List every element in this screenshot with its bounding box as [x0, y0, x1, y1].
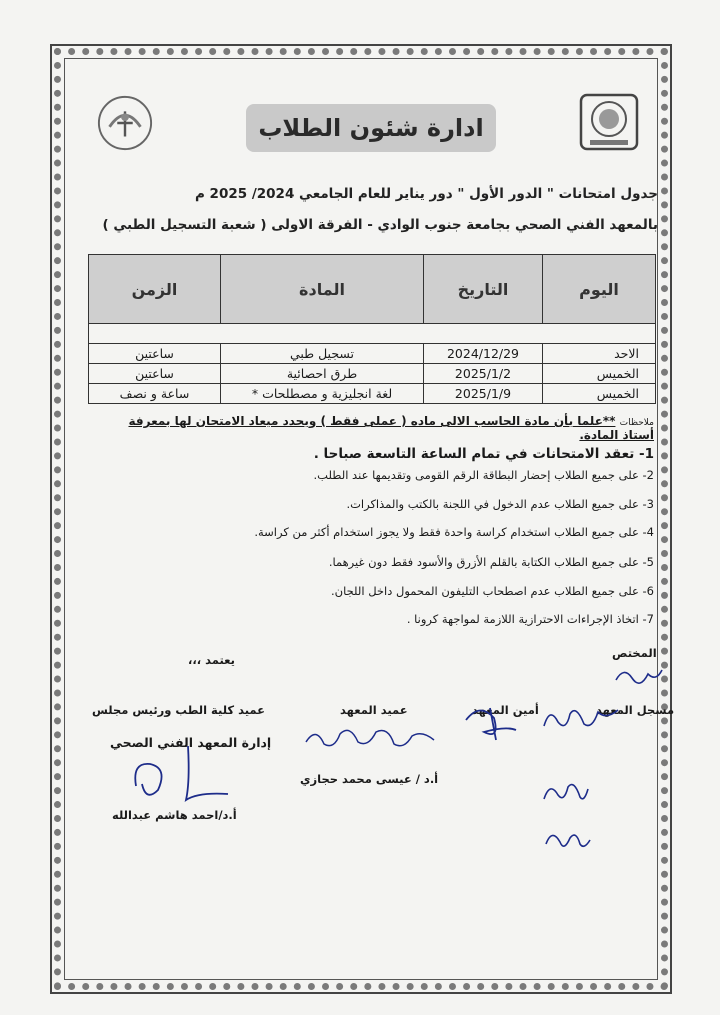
rule-item: 7- اتخاذ الإجراءات الاحترازية اللازمة لمواجهة كرونا .	[406, 612, 654, 626]
dean-medicine-label-line2: إدارة المعهد الفني الصحي	[110, 735, 272, 750]
approved-label: يعتمد ،،،	[188, 653, 235, 667]
column-header-subject: المادة	[221, 255, 424, 324]
table-row	[89, 344, 656, 364]
header-banner	[96, 84, 658, 172]
schedule-subheading: بالمعهد الفني الصحي بجامعة جنوب الوادي - الفرقة الاولى ( شعبة التسجيل الطبي )	[102, 217, 658, 233]
handwritten-note-icon	[540, 775, 590, 809]
cell-date: 2024/12/29	[424, 344, 543, 364]
rule-item: 5- على جميع الطلاب الكتابة بالقلم الأزرق والأسود فقط دون غيرهما.	[328, 555, 654, 569]
dean-institute-signature-icon	[300, 720, 440, 756]
table-row	[89, 364, 656, 384]
note-prefix: ملاحظات	[619, 418, 654, 428]
computer-exam-note	[94, 414, 654, 442]
table-row	[89, 384, 656, 404]
cell-time: ساعتين	[89, 344, 221, 364]
cell-subject: طرق احصائية	[221, 364, 424, 384]
dean-institute-name: أ.د / عيسى محمد حجازي	[300, 772, 439, 786]
table-header-row	[89, 255, 656, 324]
cell-time: ساعتين	[89, 364, 221, 384]
cell-date: 2025/1/9	[424, 384, 543, 404]
secretary-signature-icon	[460, 700, 520, 744]
column-header-time: الزمن	[89, 255, 221, 324]
dean-medicine-signature-icon	[128, 742, 238, 806]
column-header-day: اليوم	[543, 255, 656, 324]
rule-item: 3- على جميع الطلاب عدم الدخول في اللجنة بالكتب والمذاكرات.	[346, 497, 654, 511]
note-text: **علما بأن مادة الحاسب الالى ماده ( عملى فقط ) ويحدد ميعاد الامتحان لها بمعرفة أستاذ المادة.	[128, 414, 654, 442]
registrar-label: مسجل المعهد	[596, 703, 675, 717]
specialist-label: المختص	[612, 646, 657, 660]
rule-item: 1- تعقد الامتحانات في تمام الساعة التاسعة صباحا .	[313, 446, 654, 462]
rule-item: 4- على جميع الطلاب استخدام كراسة واحدة فقط ولا يجوز استخدام أكثر من كراسة.	[254, 525, 654, 539]
cell-day: الخميس	[543, 364, 656, 384]
cell-subject: تسجيل طبي	[221, 344, 424, 364]
cell-subject: لغة انجليزية و مصطلحات *	[221, 384, 424, 404]
cell-day: الخميس	[543, 384, 656, 404]
specialist-signature-icon	[612, 662, 664, 688]
dean-institute-label: عميد المعهد	[340, 703, 408, 717]
cell-date: 2025/1/2	[424, 364, 543, 384]
health-institute-logo-icon	[96, 94, 154, 152]
handwritten-initials-icon	[542, 824, 592, 856]
cell-day: الاحد	[543, 344, 656, 364]
university-logo-icon	[578, 92, 640, 152]
exam-schedule-table	[88, 254, 656, 404]
table-spacer-row	[89, 324, 656, 344]
cell-time: ساعة و نصف	[89, 384, 221, 404]
schedule-heading: جدول امتحانات " الدور الأول " دور يناير للعام الجامعي 2024/ 2025 م	[194, 186, 658, 202]
column-header-date: التاريخ	[424, 255, 543, 324]
dean-medicine-name: أ.د/احمد هاشم عبدالله	[112, 808, 237, 822]
secretary-label: أمين المعهد	[472, 703, 539, 717]
rule-item: 6- على جميع الطلاب عدم اصطحاب التليفون المحمول داخل اللجان.	[331, 584, 654, 598]
page-title: ادارة شئون الطلاب	[246, 104, 496, 152]
dean-medicine-label: عميد كلية الطب ورئيس مجلس	[92, 703, 265, 717]
registrar-signature-icon	[540, 700, 622, 738]
rule-item: 2- على جميع الطلاب إحضار البطاقة الرقم القومى وتقديمها عند الطلب.	[313, 468, 654, 482]
